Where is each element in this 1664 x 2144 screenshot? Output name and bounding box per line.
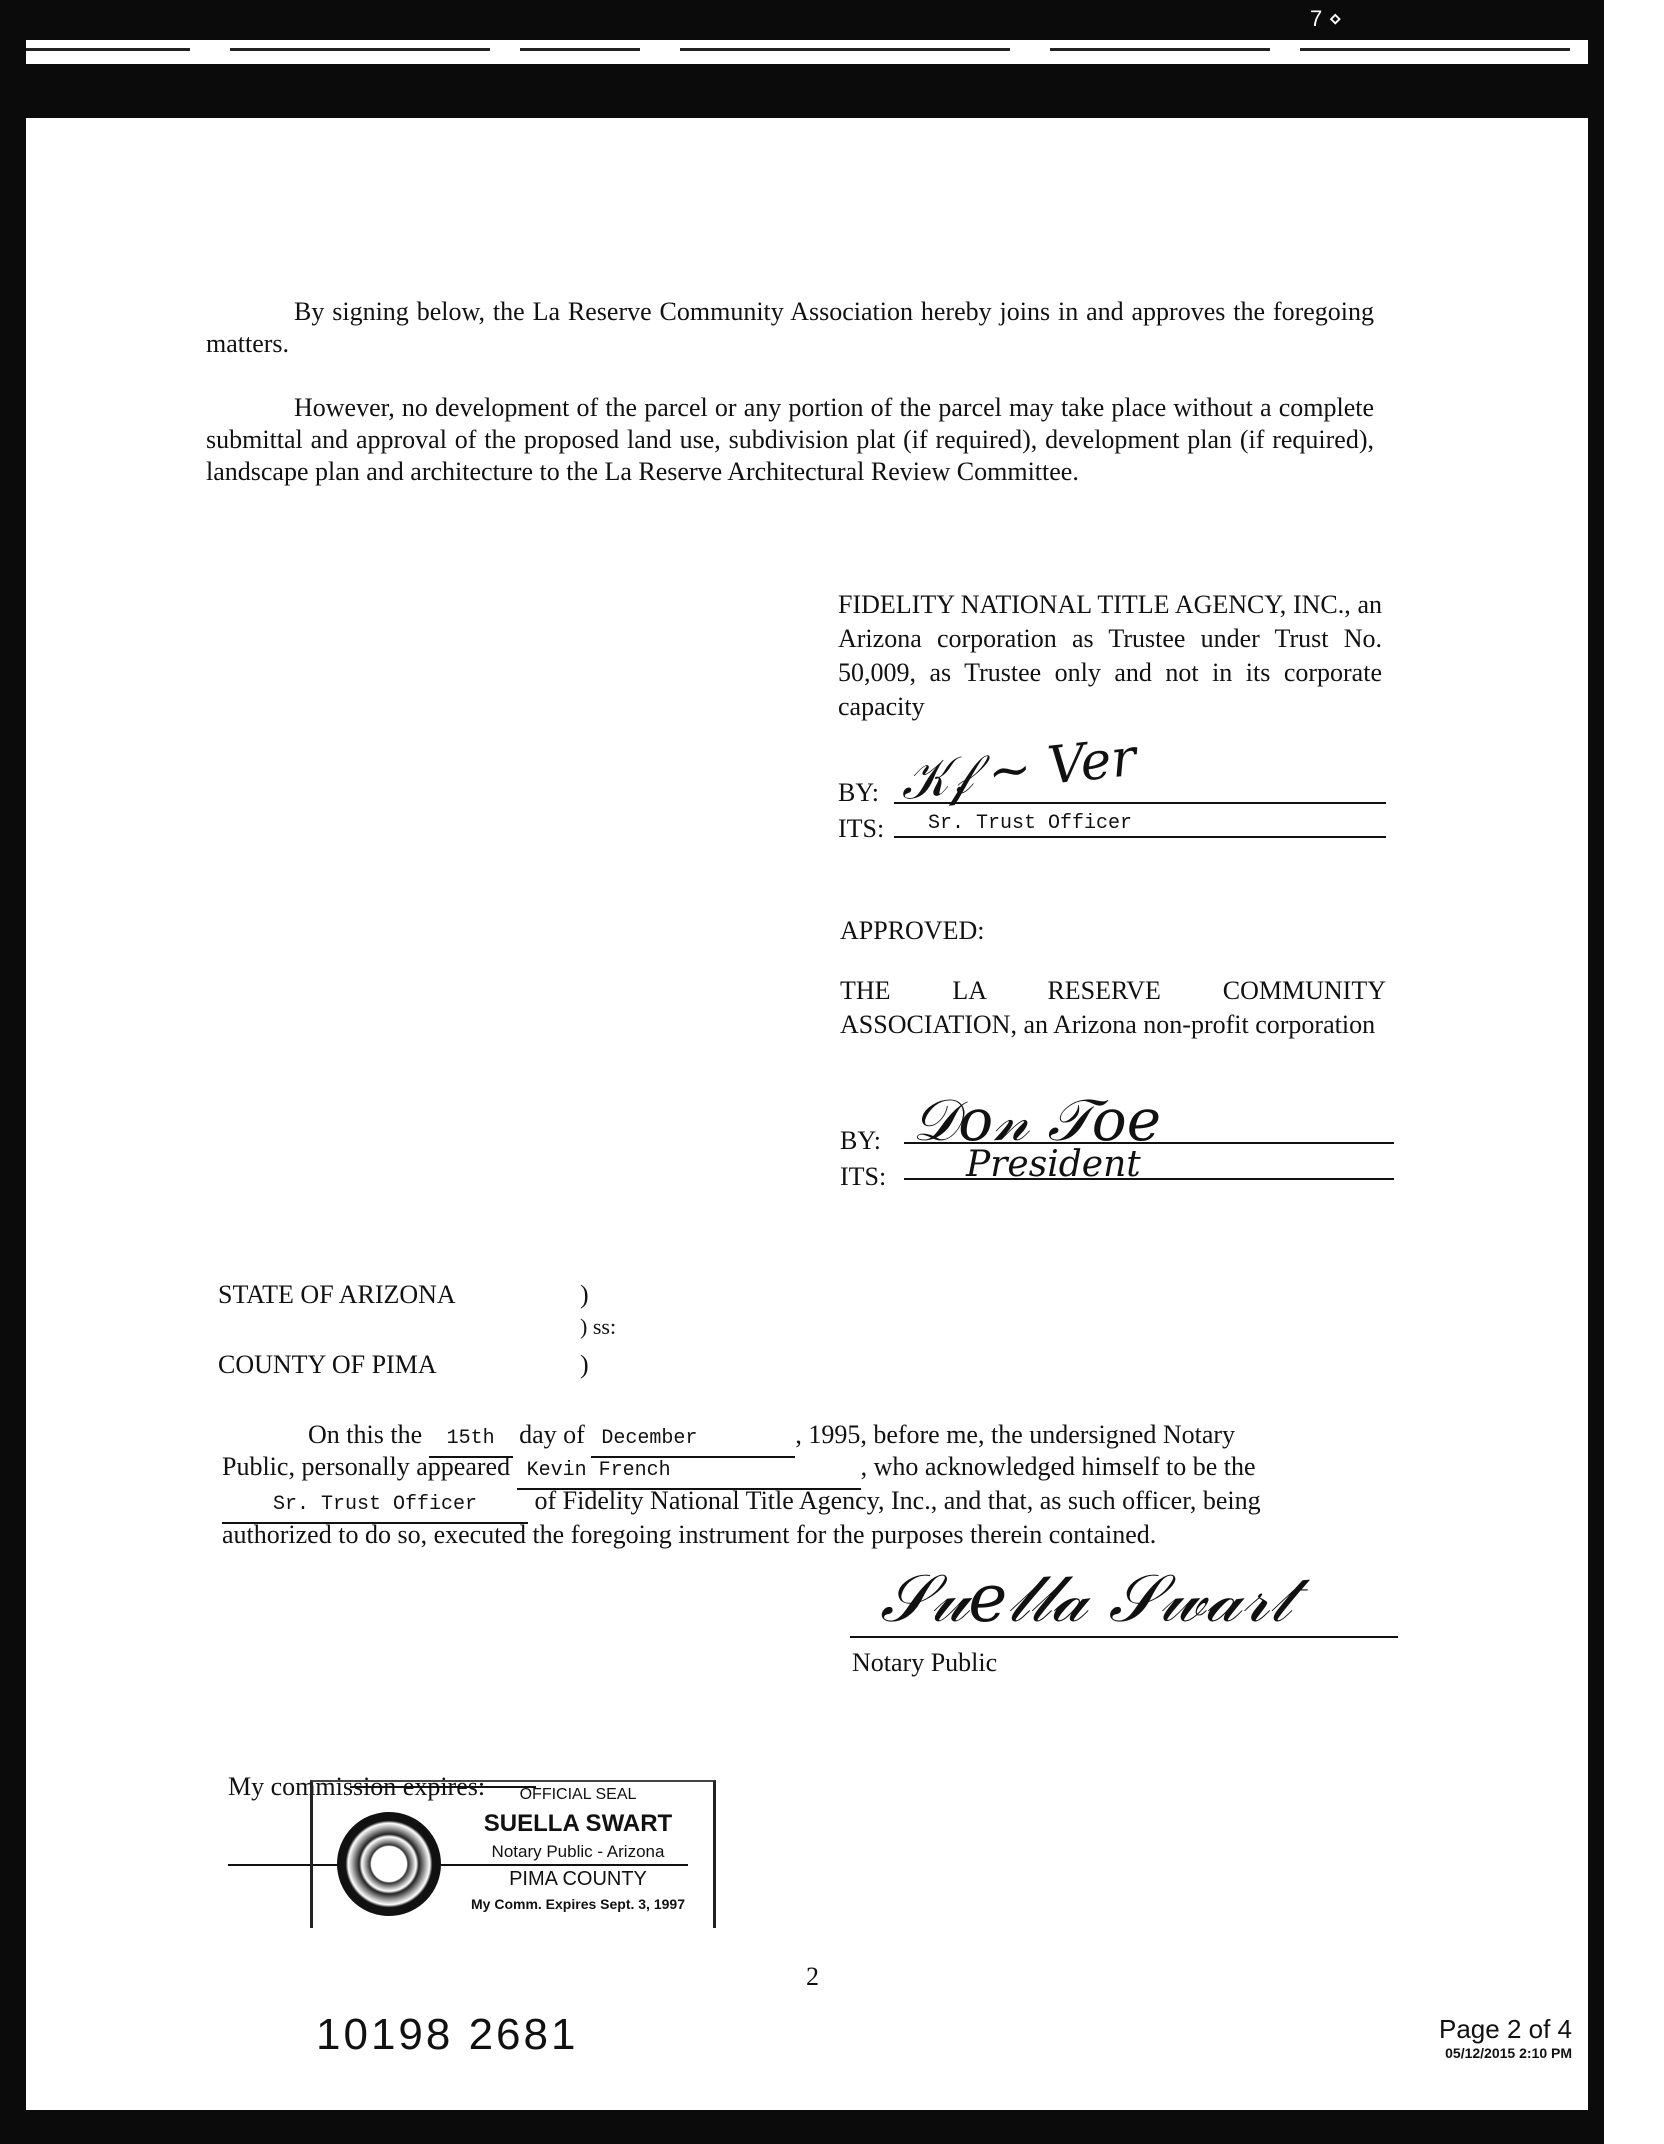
- fidelity-by-label: BY:: [838, 778, 879, 807]
- fidelity-signatory-text: FIDELITY NATIONAL TITLE AGENCY, INC., an Arizona corporation as Trustee under Trust No. 50,009, as Trustee only and not in its corporate capacity: [838, 590, 1382, 721]
- document-record-number: 10198 2681: [316, 2010, 579, 2059]
- association-by-label: BY:: [840, 1126, 881, 1155]
- seal-line-3: Notary Public - Arizona: [491, 1842, 665, 1861]
- ack-text-3: , 1995, before me, the undersigned Notary: [795, 1420, 1236, 1449]
- paragraph-approval: By signing below, the La Reserve Community Association hereby joins in and approves the foregoing matters.: [206, 297, 1374, 358]
- notary-public-label: Notary Public: [852, 1648, 998, 1677]
- venue-paren-2: ): [580, 1350, 589, 1379]
- venue-county: COUNTY OF PIMA: [218, 1350, 437, 1379]
- fidelity-its-value: Sr. Trust Officer: [928, 812, 1133, 835]
- association-signature: 𝒟𝑜𝓃 𝒯𝑜𝑒: [912, 1086, 1162, 1154]
- ack-text-6: of Fidelity National Title Agency, Inc., and that, as such officer, being: [534, 1486, 1261, 1515]
- seal-line-5: My Comm. Expires Sept. 3, 1997: [471, 1896, 685, 1912]
- ack-title-value: Sr. Trust Officer: [222, 1488, 528, 1524]
- page-of-label: Page 2 of 4: [1439, 2014, 1572, 2044]
- fidelity-its-line: [894, 836, 1386, 838]
- page-number: 2: [806, 1962, 819, 1991]
- scan-corner-mark: 7 ⋄: [1310, 6, 1343, 31]
- print-timestamp: 05/12/2015 2:10 PM: [1445, 2045, 1572, 2061]
- scan-border-right: [1588, 0, 1604, 2144]
- approved-heading: APPROVED:: [840, 916, 985, 945]
- ack-name-value: Kevin French: [517, 1454, 861, 1490]
- ack-text-2: day of: [519, 1420, 585, 1449]
- scan-border-top: [0, 0, 1600, 130]
- venue-ss: ) ss:: [580, 1314, 617, 1339]
- ack-text-5: , who acknowledged himself to be the: [860, 1452, 1256, 1481]
- association-its-line: [904, 1178, 1394, 1180]
- paragraph-development: However, no development of the parcel or any portion of the parcel may take place without a complete submittal and approval of the proposed land use, subdivision plat (if required), development plan (if required), landscape plan and architecture to the La Reserve Architectural Review Committee.: [206, 393, 1374, 486]
- seal-line-4: PIMA COUNTY: [509, 1868, 647, 1890]
- ack-text-1: On this the: [308, 1420, 423, 1449]
- notary-signature-line: [850, 1636, 1398, 1638]
- association-its-label: ITS:: [840, 1162, 887, 1191]
- fidelity-its-label: ITS:: [838, 814, 885, 843]
- arizona-seal-icon: [337, 1812, 441, 1916]
- ack-day-value: 15th: [429, 1422, 513, 1458]
- acknowledgment-line-4: authorized to do so, executed the foregoing instrument for the purposes therein contained.: [222, 1520, 1157, 1549]
- association-signatory-text: THE LA RESERVE COMMUNITY ASSOCIATION, an Arizona non-profit corporation: [840, 976, 1386, 1039]
- ack-month-value: December: [591, 1422, 795, 1458]
- notary-signature: 𝒮𝓊𝑒𝓁𝓁𝒶 𝒮𝓌𝒶𝓇𝓉: [880, 1560, 1292, 1637]
- scan-noise-strip: [0, 40, 1600, 64]
- notary-seal-stamp: [310, 1780, 716, 1928]
- association-its-value: President: [966, 1144, 1141, 1185]
- fidelity-signature: 𝒦𝒻 ~ Ver: [897, 727, 1139, 813]
- venue-paren-1: ): [580, 1280, 589, 1309]
- scan-border-bottom: [0, 2110, 1604, 2144]
- venue-state: STATE OF ARIZONA: [218, 1280, 456, 1309]
- seal-line-2: SUELLA SWART: [483, 1810, 673, 1837]
- page-indicator: [1392, 2014, 1572, 2061]
- scan-border-left: [0, 0, 26, 2144]
- ack-text-4: Public, personally appeared: [222, 1452, 511, 1481]
- commission-expires-label: My commission expires:: [228, 1772, 486, 1801]
- seal-line-1: OFFICIAL SEAL: [519, 1786, 637, 1803]
